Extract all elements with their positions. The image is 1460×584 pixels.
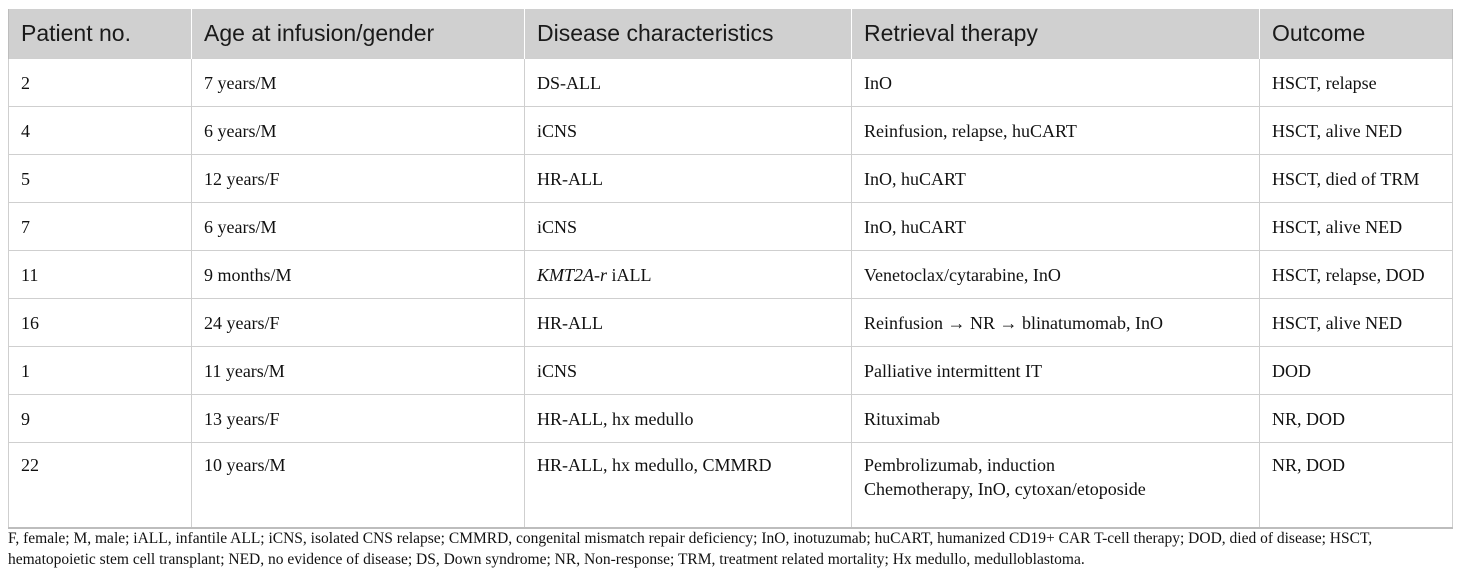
cell-age: 12 years/F <box>192 155 525 203</box>
cell-outcome: HSCT, died of TRM <box>1260 155 1453 203</box>
cell-therapy <box>852 443 1260 529</box>
cell-disease: iCNS <box>525 107 852 155</box>
table-row <box>9 347 1453 395</box>
header-outcome: Outcome <box>1260 9 1453 59</box>
cell-patient: 1 <box>9 347 192 395</box>
therapy-line-2: Chemotherapy, InO, cytoxan/etoposide <box>864 479 1146 499</box>
cell-outcome: HSCT, relapse, DOD <box>1260 251 1453 299</box>
cell-disease <box>525 251 852 299</box>
cell-age: 7 years/M <box>192 59 525 107</box>
cell-age: 13 years/F <box>192 395 525 443</box>
table-row <box>9 443 1453 529</box>
cell-patient: 2 <box>9 59 192 107</box>
cell-outcome: HSCT, alive NED <box>1260 107 1453 155</box>
patient-table-container <box>8 9 1452 529</box>
table-row <box>9 203 1453 251</box>
cell-outcome: NR, DOD <box>1260 443 1453 529</box>
table-row <box>9 107 1453 155</box>
cell-patient: 9 <box>9 395 192 443</box>
table-row <box>9 59 1453 107</box>
cell-therapy: Reinfusion → NR → blinatumomab, InO <box>852 299 1260 347</box>
cell-patient: 4 <box>9 107 192 155</box>
disease-rest: iALL <box>607 264 652 285</box>
cell-patient: 7 <box>9 203 192 251</box>
table-row <box>9 155 1453 203</box>
cell-disease: DS-ALL <box>525 59 852 107</box>
header-patient-no: Patient no. <box>9 9 192 59</box>
cell-age: 6 years/M <box>192 203 525 251</box>
cell-age: 10 years/M <box>192 443 525 529</box>
header-row <box>9 9 1453 59</box>
cell-patient: 11 <box>9 251 192 299</box>
cell-patient: 22 <box>9 443 192 529</box>
cell-outcome: NR, DOD <box>1260 395 1453 443</box>
cell-age: 9 months/M <box>192 251 525 299</box>
cell-age: 11 years/M <box>192 347 525 395</box>
cell-patient: 5 <box>9 155 192 203</box>
cell-therapy: Venetoclax/cytarabine, InO <box>852 251 1260 299</box>
header-disease: Disease characteristics <box>525 9 852 59</box>
cell-therapy: Palliative intermittent IT <box>852 347 1260 395</box>
cell-outcome: HSCT, alive NED <box>1260 299 1453 347</box>
header-age-gender: Age at infusion/gender <box>192 9 525 59</box>
table-footnote: F, female; M, male; iALL, infantile ALL; iCNS, isolated CNS relapse; CMMRD, congenital mismatch repair deficiency; InO, inotuzumab; huCART, humanized CD19+ CAR T-cell therapy; DOD, died of disease; HSCT, hematopoietic stem cell transplant; NED, no evidence of disease; DS, Down syndrome; NR, Non-response; TRM, treatment related mortality; Hx medullo, medulloblastoma. <box>8 530 1373 568</box>
table-row <box>9 395 1453 443</box>
cell-disease: iCNS <box>525 203 852 251</box>
cell-outcome: HSCT, alive NED <box>1260 203 1453 251</box>
cell-age: 6 years/M <box>192 107 525 155</box>
cell-disease: iCNS <box>525 347 852 395</box>
gene-name-italic: KMT2A-r <box>537 264 608 285</box>
header-therapy: Retrieval therapy <box>852 9 1260 59</box>
table-row <box>9 251 1453 299</box>
therapy-line-1: Pembrolizumab, induction <box>864 455 1055 475</box>
cell-disease: HR-ALL, hx medullo <box>525 395 852 443</box>
cell-therapy: InO <box>852 59 1260 107</box>
table-row <box>9 299 1453 347</box>
cell-patient: 16 <box>9 299 192 347</box>
cell-therapy: Reinfusion, relapse, huCART <box>852 107 1260 155</box>
cell-outcome: HSCT, relapse <box>1260 59 1453 107</box>
cell-therapy: Rituximab <box>852 395 1260 443</box>
cell-age: 24 years/F <box>192 299 525 347</box>
patient-table <box>8 9 1453 529</box>
cell-therapy: InO, huCART <box>852 155 1260 203</box>
cell-therapy: InO, huCART <box>852 203 1260 251</box>
cell-disease: HR-ALL <box>525 299 852 347</box>
cell-outcome: DOD <box>1260 347 1453 395</box>
cell-disease: HR-ALL, hx medullo, CMMRD <box>525 443 852 529</box>
cell-disease: HR-ALL <box>525 155 852 203</box>
